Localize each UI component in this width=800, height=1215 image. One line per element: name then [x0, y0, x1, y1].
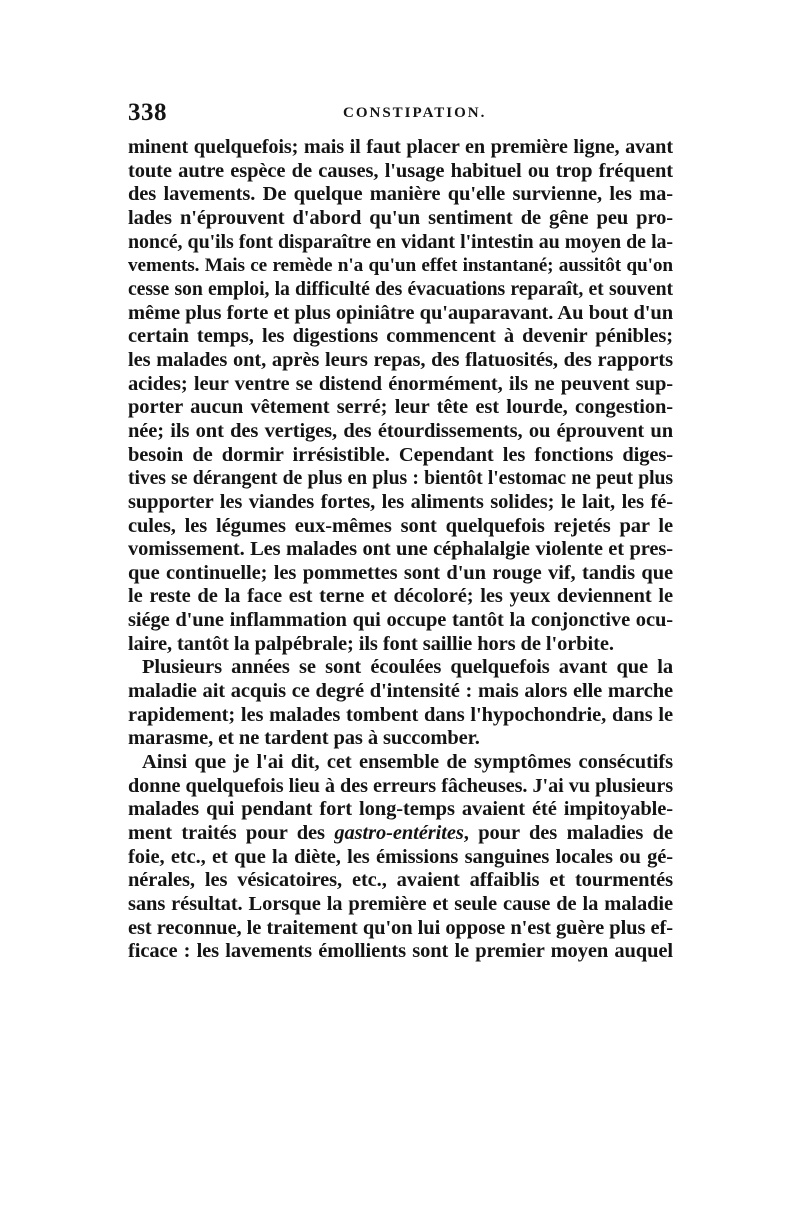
text-segment: même plus forte et plus opiniâtre qu'auparavant. Au bout d'un: [128, 301, 673, 324]
running-head: CONSTIPATION.: [343, 105, 487, 121]
text-segment: vomissement. Les malades ont une céphalalgie violente et pres-: [128, 538, 673, 561]
text-segment: acides; leur ventre se distend énormément, ils ne peuvent sup-: [128, 372, 673, 395]
text-line: [128, 822, 673, 846]
text-segment: siége d'une inflammation qui occupe tantôt la conjonctive ocu-: [128, 609, 673, 632]
text-segment: Plusieurs années se sont écoulées quelquefois avant que la: [142, 656, 673, 679]
text-segment: lades n'éprouvent d'abord qu'un sentiment de gêne peu pro-: [128, 206, 673, 229]
text-segment: marasme, et ne tardent pas à succomber.: [128, 727, 480, 750]
page-header: [128, 99, 673, 129]
text-segment: nérales, les vésicatoires, etc., avaient affaiblis et tourmentés: [128, 869, 673, 892]
text-line: [128, 183, 673, 207]
text-line: [128, 727, 673, 751]
text-line: [128, 444, 673, 468]
text-line: [128, 917, 673, 941]
text-segment: cesse son emploi, la difficulté des évacuations reparaît, et souvent: [128, 277, 673, 300]
text-line: [128, 349, 673, 373]
text-line: [128, 160, 673, 184]
text-line: [128, 775, 673, 799]
text-line: [128, 254, 673, 278]
text-line: [128, 373, 673, 397]
text-segment: , pour des maladies de: [463, 822, 673, 845]
text-line: [128, 207, 673, 231]
text-line: [128, 231, 673, 255]
text-line: [128, 940, 673, 964]
text-segment: minent quelquefois; mais il faut placer en première ligne, avant: [128, 136, 673, 158]
text-segment: sans résultat. Lorsque la première et seule cause de la maladie: [128, 893, 673, 915]
text-line: [128, 751, 673, 775]
text-segment: certain temps, les digestions commencent à devenir pénibles;: [128, 325, 673, 348]
text-line: [128, 609, 673, 633]
text-segment: toute autre espèce de causes, l'usage habituel ou trop fréquent: [128, 159, 673, 182]
page-number: 338: [128, 99, 167, 126]
text-segment: le reste de la face est terne et décoloré; les yeux deviennent le: [128, 585, 673, 608]
text-segment: née; ils ont des vertiges, des étourdissements, ou éprouvent un: [128, 419, 673, 442]
text-segment: vements. Mais ce remède n'a qu'un effet instantané; aussitôt qu'on: [128, 255, 673, 277]
text-line: [128, 302, 673, 326]
text-line: [128, 680, 673, 704]
text-line: [128, 585, 673, 609]
text-segment: ment traités pour des: [128, 822, 335, 845]
text-segment: maladie ait acquis ce degré d'intensité : mais alors elle marche: [128, 680, 673, 703]
italic-term: gastro-entérites: [334, 822, 464, 845]
text-segment: rapidement; les malades tombent dans l'hypochondrie, dans le: [128, 703, 673, 726]
text-line: [128, 798, 673, 822]
text-segment: cules, les légumes eux-mêmes sont quelquefois rejetés par le: [128, 514, 673, 537]
text-line: [128, 893, 673, 917]
text-line: [128, 869, 673, 893]
text-line: [128, 515, 673, 539]
text-segment: malades qui pendant fort long-temps avaient été impitoyable-: [128, 798, 673, 821]
text-line: [128, 278, 673, 302]
text-segment: les malades ont, après leurs repas, des flatuosités, des rapports: [128, 348, 673, 371]
text-segment: supporter les viandes fortes, les aliments solides; le lait, les fé-: [128, 490, 673, 513]
text-segment: besoin de dormir irrésistible. Cependant les fonctions diges-: [128, 443, 673, 466]
text-line: [128, 704, 673, 728]
text-segment: laire, tantôt la palpébrale; ils font saillie hors de l'orbite.: [128, 632, 614, 655]
text-segment: porter aucun vêtement serré; leur tête est lourde, congestion-: [128, 396, 673, 419]
text-segment: foie, etc., et que la diète, les émissions sanguines locales ou gé-: [128, 845, 673, 868]
text-segment: Ainsi que je l'ai dit, cet ensemble de symptômes consécutifs: [142, 751, 673, 774]
text-line: [128, 491, 673, 515]
text-segment: est reconnue, le traitement qu'on lui oppose n'est guère plus ef-: [128, 916, 673, 939]
text-line: [128, 420, 673, 444]
text-segment: des lavements. De quelque manière qu'elle survienne, les ma-: [128, 183, 673, 206]
text-line: [128, 467, 673, 491]
text-line: [128, 396, 673, 420]
text-segment: noncé, qu'ils font disparaître en vidant l'intestin au moyen de la-: [128, 230, 673, 253]
text-line: [128, 136, 673, 160]
text-segment: que continuelle; les pommettes sont d'un rouge vif, tandis que: [128, 561, 673, 584]
text-line: [128, 846, 673, 870]
body-text: [128, 136, 673, 964]
text-line: [128, 538, 673, 562]
text-line: [128, 633, 673, 657]
text-segment: ficace : les lavements émollients sont le premier moyen auquel: [128, 940, 673, 963]
text-line: [128, 562, 673, 586]
text-line: [128, 325, 673, 349]
text-line: [128, 656, 673, 680]
text-segment: donne quelquefois lieu à des erreurs fâcheuses. J'ai vu plusieurs: [128, 774, 673, 797]
text-segment: tives se dérangent de plus en plus : bientôt l'estomac ne peut plus: [128, 467, 673, 490]
